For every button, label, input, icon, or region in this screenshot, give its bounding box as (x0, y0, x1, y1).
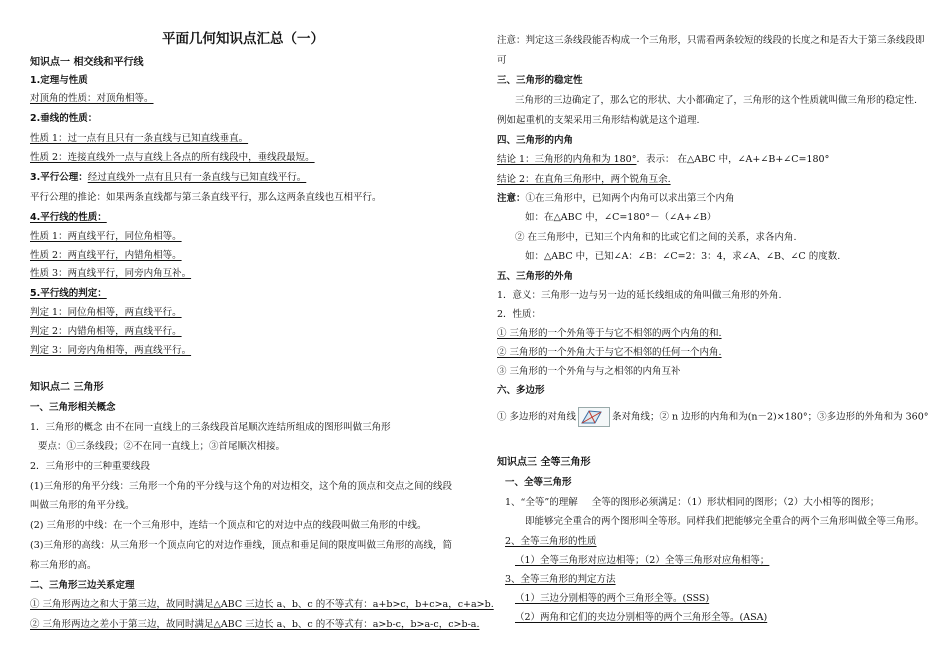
conclusion-2: 结论 2：在直角三角形中，两个锐角互余. (497, 174, 671, 185)
kp3-sec1-title: 一、全等三角形 (505, 477, 572, 488)
kp2-sec1-title: 一、三角形相关概念 (30, 402, 116, 413)
sec6-title: 六、多边形 (497, 385, 545, 396)
conclusion-1-expr: ．表示： 在△ABC 中，∠A+∠B+∠C=180° (636, 154, 830, 165)
kp1-s5-j1: 判定 1：同位角相等，两直线平行。 (30, 307, 182, 318)
kp1-s1-title: 1.定理与性质 (30, 75, 88, 86)
sec4-title: 四、三角形的内角 (497, 135, 574, 146)
page-title: 平面几何知识点汇总（一） (162, 31, 324, 47)
kp3-prop-line: （1）全等三角形对应边相等；（2）全等三角形对应角相等； (515, 555, 770, 566)
kp2-rel2: ② 三角形两边之差小于第三边，故同时满足△ABC 三边长 a、b、c 的不等式有：a>b-c，b>a-c，c>b-a. (30, 619, 480, 630)
note-a: ①在三角形中，已知两个内角可以求出第三个内角 (525, 193, 735, 204)
note-b: ② 在三角形中，已知三个内角和的比或它们之间的关系，求各内角. (515, 232, 797, 243)
kp2-heading: 知识点二 三角形 (30, 382, 104, 393)
kp1-s2-p1: 性质 1：过一点有且只有一条直线与已知直线垂直。 (30, 133, 249, 144)
kp1-s1-line: 对顶角的性质：对顶角相等。 (30, 93, 154, 104)
kp1-s3-label: 3.平行公理： (30, 172, 88, 183)
note-b-example: 如：△ABC 中，已知∠A：∠B：∠C=2：3：4，求∠A、∠B、∠C 的度数. (525, 251, 841, 262)
kp2-altitude-1: (3)三角形的高线：从三角形一个顶点向它的对边作垂线，顶点和垂足间的限度叫做三角形的高线，简 (30, 540, 452, 551)
kp1-s5-title: 5.平行线的判定： (30, 288, 107, 299)
kp1-s3-inference: 平行公理的推论：如果两条直线都与第三条直线平行，那么这两条直线也互相平行。 (30, 192, 382, 203)
conclusion-1-line (497, 154, 829, 166)
kp1-s4-p2: 性质 2：两直线平行，内错角相等。 (30, 250, 182, 261)
kp3-understand-line (505, 497, 879, 509)
stability-2: 例如起重机的支架采用三角形结构就是这个道理. (497, 115, 700, 126)
ext-prop-3: ③ 三角形的一个外角与与之相邻的内角互补 (497, 366, 681, 377)
kp2-bisector-1: (1)三角形的角平分线：三角形一个角的平分线与这个角的对边相交，这个角的顶点和交点之间的线段 (30, 481, 452, 492)
kp2-points: 要点：①三条线段；②不在同一直线上；③首尾顺次相接。 (38, 441, 286, 452)
note-a-line (497, 193, 735, 205)
kp2-median: (2) 三角形的中线：在一个三角形中，连结一个顶点和它的对边中点的线段叫做三角形的中线。 (30, 520, 427, 531)
polygon-text-a: ① 多边形的对角线 (497, 411, 577, 423)
kp3-understand-a: 1、“全等”的理解 (505, 497, 578, 508)
ext-prop-1: ① 三角形的一个外角等于与它不相邻的两个内角的和. (497, 328, 722, 339)
kp1-s3-line (30, 172, 306, 184)
polygon-text-b: 条对角线；② n 边形的内角和为(n－2)×180°；③多边形的外角和为 360° (612, 411, 929, 423)
kp1-s4-title: 4.平行线的性质： (30, 212, 107, 223)
kp3-sss: （1）三边分别相等的两个三角形全等。(SSS) (515, 593, 710, 604)
kp1-s2-p2: 性质 2：连接直线外一点与直线上各点的所有线段中，垂线段最短。 (30, 152, 315, 163)
ext-nature: 2．性质： (497, 309, 542, 320)
kp3-heading: 知识点三 全等三角形 (497, 457, 591, 468)
kp2-rel1: ① 三角形两边之和大于第三边，故同时满足△ABC 三边长 a、b、c 的不等式有：a+b>c，b+c>a，c+a>b. (30, 599, 494, 610)
kp3-understand-b: 全等的图形必须满足：（1）形状相同的图形；（2）大小相等的图形； (591, 497, 880, 508)
kp3-asa: （2）两角和它们的夹边分别相等的两个三角形全等。(ASA) (515, 612, 768, 623)
note-a-example: 如：在△ABC 中，∠C=180°－（∠A+∠B） (525, 212, 717, 223)
note-line-2: 可 (497, 55, 507, 66)
sec3-title: 三、三角形的稳定性 (497, 75, 583, 86)
conclusion-1: 结论 1：三角形的内角和为 180° (497, 154, 637, 165)
kp1-s5-j3: 判定 3：同旁内角相等，两直线平行。 (30, 345, 192, 356)
ext-meaning: 1．意义：三角形一边与另一边的延长线组成的角叫做三角形的外角. (497, 290, 782, 301)
note-label: 注意： (497, 193, 526, 204)
kp1-s5-j2: 判定 2：内错角相等，两直线平行。 (30, 326, 182, 337)
stability-1: 三角形的三边确定了，那么它的形状、大小都确定了，三角形的这个性质就叫做三角形的稳定性. (515, 95, 918, 106)
sec5-title: 五、三角形的外角 (497, 271, 574, 282)
kp1-s2-title: 2.垂线的性质： (30, 113, 98, 124)
kp1-s3-text: 经过直线外一点有且只有一条直线与已知直线平行。 (87, 172, 307, 183)
kp2-concept: 1．三角形的概念 由不在同一直线上的三条线段首尾顺次连结所组成的图形叫做三角形 (30, 422, 391, 433)
kp3-judge-title: 3、全等三角形的判定方法 (505, 574, 616, 585)
polygon-line (497, 407, 929, 427)
kp1-s4-p3: 性质 3：两直线平行，同旁内角互补。 (30, 268, 192, 279)
note-line-1: 注意：判定这三条线段能否构成一个三角形，只需看两条较短的线段的长度之和是否大于第三条线段即 (497, 35, 925, 46)
kp1-heading: 知识点一 相交线和平行线 (30, 57, 144, 68)
kp1-s4-p1: 性质 1：两直线平行，同位角相等。 (30, 231, 182, 242)
kp2-bisector-2: 叫做三角形的角平分线。 (30, 500, 135, 511)
kp2-altitude-2: 称三角形的高。 (30, 560, 97, 571)
kp3-understand-2: 即能够完全重合的两个图形叫全等形。同样我们把能够完全重合的两个三角形叫做全等三角形。 (525, 516, 925, 527)
kp3-prop-title: 2、全等三角形的性质 (505, 536, 597, 547)
kp2-sec2-title: 二、三角形三边关系定理 (30, 580, 135, 591)
ext-prop-2: ② 三角形的一个外角大于与它不相邻的任何一个内角. (497, 347, 722, 358)
polygon-diagram-icon (578, 407, 610, 427)
kp2-three-lines: 2．三角形中的三种重要线段 (30, 461, 151, 472)
